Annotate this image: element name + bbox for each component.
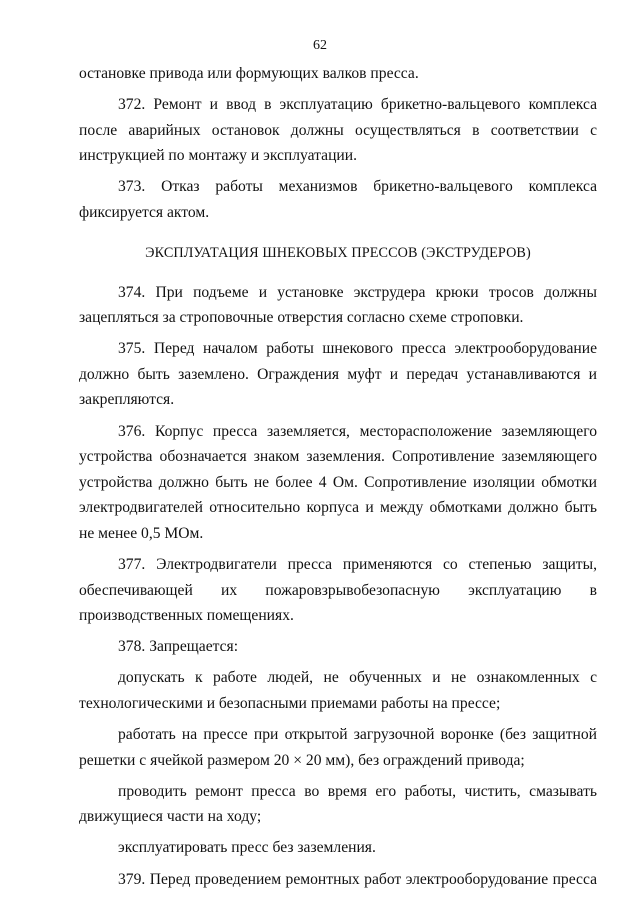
paragraph-379: 379. Перед проведением ремонтных работ электрооборудование пресса [118,870,597,888]
prohibition-item-4: эксплуатировать пресс без заземления. [118,839,376,857]
paragraph-373: 373. Отказ работы механизмов брикетно-вальцевого комплекса фиксируется актом. [79,178,597,221]
paragraph-378: 378. Запрещается: [118,638,239,656]
section-heading: ЭКСПЛУАТАЦИЯ ШНЕКОВЫХ ПРЕССОВ (ЭКСТРУДЕРОВ) [145,244,531,261]
prohibition-item-2: работать на прессе при открытой загрузочной воронке (без защитной решетки с ячейкой размером 20 × 20 мм), без ограждений привода; [79,726,597,769]
prohibition-item-1: допускать к работе людей, не обученных и не ознакомленных с технологическими и безопасными приемами работы на прессе; [79,669,597,712]
paragraph-377: 377. Электродвигатели пресса применяются со степенью защиты, обеспечивающей их пожаровзрывобезопасную эксплуатацию в производственных помещениях. [79,556,597,625]
paragraph-continuation: остановке привода или формующих валков пресса. [79,65,419,82]
paragraph-375: 375. Перед началом работы шнекового пресса электрооборудование должно быть заземлено. Ограждения муфт и передач устанавливаются и закрепляются. [79,340,597,409]
prohibition-item-3: проводить ремонт пресса во время его работы, чистить, смазывать движущиеся части на ходу; [79,782,597,826]
page-number: 62 [313,38,327,53]
paragraph-376: 376. Корпус пресса заземляется, месторасположение заземляющего устройства обозначается знаком заземления. Сопротивление заземляющего устройства должно быть не более 4 Ом. Сопротивление изоляции обмотки электродвигателей относительно корпуса и между обмотками должно быть не менее 0,5 МОм. [79,422,597,542]
document-body [79,61,597,898]
paragraph-374: 374. При подъеме и установке экструдера крюки тросов должны зацепляться за строповочные отверстия согласно схеме строповки. [79,283,597,327]
paragraph-372: 372. Ремонт и ввод в эксплуатацию брикетно-вальцевого комплекса после аварийных остановок должны осуществляться в соответствии с инструкцией по монтажу и эксплуатации. [79,96,597,165]
